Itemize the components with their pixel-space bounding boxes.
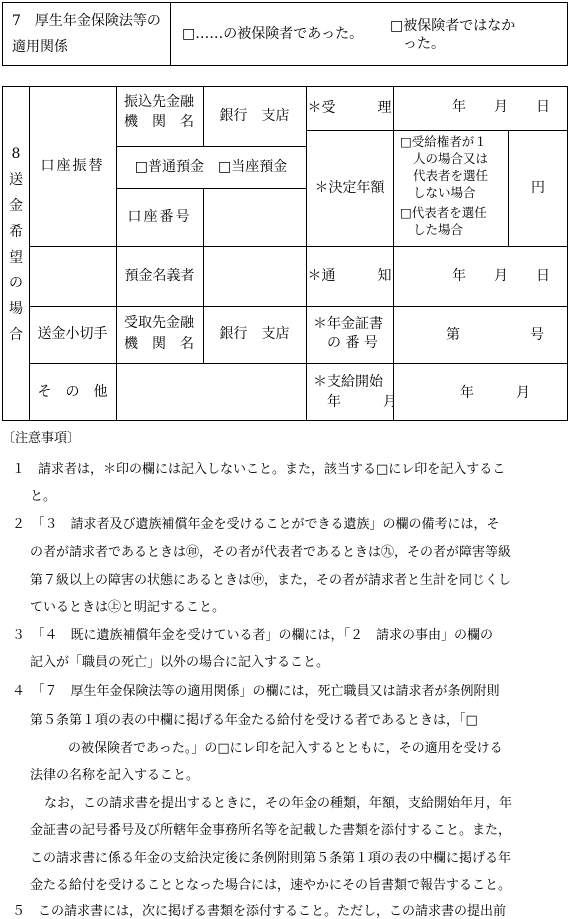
recipient-opt1-line: 代表者を選任 (413, 167, 489, 183)
recv-bank-branch-field[interactable]: 銀行 支店 (219, 326, 290, 343)
vchar: 場 (9, 301, 23, 318)
note-line: ３ 「４ 既に遺族補償年金を受けている者」の欄には，「２ 請求の事由」の欄の (12, 628, 494, 643)
recipient-opt1-line: 人の場合又は (413, 150, 489, 166)
recv-bank-label-line1: 受取先金融 (124, 315, 194, 331)
section7-option-not-insured-line2: った。 (403, 36, 445, 52)
note-line: と。 (30, 489, 57, 504)
note-line: ２ 「３ 請求者及び遺族補償年金を受けることができる遺族」の欄の備考には，そ (12, 517, 500, 532)
s8-hline-3 (29, 246, 568, 247)
received-label: ＊受 理 (307, 99, 392, 116)
note-line: 金証書の記号番号及び所轄年金事務所名等を記載した書類を添付すること。また， (30, 823, 512, 838)
payment-start-label-line2: 年 月 (327, 394, 397, 410)
cert-number: 第 号 (446, 327, 544, 343)
other-label: そ の 他 (37, 383, 108, 400)
account-number-label: 口座番号 (127, 208, 192, 225)
s8-vline-e (393, 86, 394, 421)
bank-branch-field[interactable]: 銀行 支店 (219, 107, 290, 124)
notice-label: ＊通 知 (307, 267, 392, 284)
bank-name-label-line1: 振込先金融 (124, 94, 194, 110)
notes-heading: 〔注意事項〕 (2, 431, 81, 446)
note-line: の被保険者であった。」の□にレ印を記入するとともに，その適用を受ける (68, 741, 503, 756)
note-line: なお，この請求書を提出するときに，その年金の種類，年額，支給開始年月，年 (44, 796, 513, 811)
bank-name-label-line2: 機 関 名 (124, 114, 194, 130)
remittance-check-label: 送金小切手 (37, 326, 108, 343)
note-line: この請求書に係る年金の支給決定後に条例附則第５条第１項の表の中欄に掲げる年 (30, 851, 512, 866)
note-line: ４ 「７ 厚生年金保険法等の適用関係」の欄には，死亡職員又は請求者が条例附則 (12, 684, 500, 699)
vchar: 合 (9, 327, 23, 344)
section7-label-line2: 適用関係 (12, 39, 68, 55)
vchar: 希 (9, 223, 23, 240)
note-line: １ 請求者は，＊印の欄には記入しないこと。また，該当する□にレ印を記入するこ (12, 462, 506, 477)
pension-cert-label-line1: ＊年金証書 (313, 316, 383, 332)
notice-date: 年 月 日 (452, 268, 550, 284)
pension-cert-label-line2: の 番 号 (327, 335, 378, 351)
note-line: ているときは㊤と明記すること。 (30, 600, 226, 615)
note-line: 第５条第１項の表の中欄に掲げる年金たる給付を受ける者であるときは，「□ (30, 713, 478, 728)
note-line: 第７級以上の障害の状態にあるときは㊥，また，その者が請求者と生計を同じくし (30, 573, 512, 588)
section7-divider (170, 2, 171, 66)
recipient-option-1[interactable] (400, 134, 488, 202)
note-line: 法律の名称を記入すること。 (30, 768, 200, 783)
yen-unit: 円 (531, 179, 545, 196)
recipient-opt2-line: した場合 (413, 221, 464, 237)
received-date: 年 月 日 (452, 99, 550, 115)
s8-vline-c2 (203, 188, 204, 306)
section7-option-insured[interactable]: □……の被保険者であった。 (182, 26, 364, 42)
vchar: 8 (11, 146, 21, 162)
account-type-options[interactable]: □普通預金 □当座預金 (134, 158, 288, 175)
section7-label-line1: 7 厚生年金保険法等の (12, 13, 161, 29)
note-line: 記入が「職員の死亡」以外の場合に記入すること。 (30, 655, 330, 670)
note-line: 金たる給付を受けることとなった場合には，速やかにその旨書類で報告すること。 (30, 878, 512, 893)
recv-bank-label-line2: 機 関 名 (124, 336, 194, 352)
note-line: ５ この請求書には，次に掲げる書類を添付すること。ただし，この請求書の提出前 (12, 904, 507, 919)
payment-start-date: 年 月 (460, 385, 530, 401)
payment-start-label-line1: ＊支給開始 (313, 374, 383, 390)
vchar: 送 (9, 171, 23, 188)
vchar: 金 (9, 197, 23, 214)
account-transfer-label: 口座振替 (40, 157, 105, 174)
recipient-option-2[interactable] (400, 205, 487, 239)
recipient-opt2-line: □代表者を選任 (400, 205, 487, 220)
note-line: の者が請求者であるときは㊞，その者が代表者であるときは㊈，その者が障害等級 (30, 545, 512, 560)
vchar: 望 (9, 249, 23, 266)
recipient-opt1-line: □受給権者が１ (400, 134, 487, 149)
vchar: の (9, 275, 23, 292)
section7-option-not-insured-line1[interactable]: □被保険者ではなか (390, 18, 516, 34)
decided-amount-label: ＊決定年額 (314, 179, 385, 196)
recipient-opt1-line: しない場合 (413, 184, 476, 200)
section8-vertical-label (4, 142, 28, 349)
account-holder-label: 預金名義者 (124, 267, 195, 284)
